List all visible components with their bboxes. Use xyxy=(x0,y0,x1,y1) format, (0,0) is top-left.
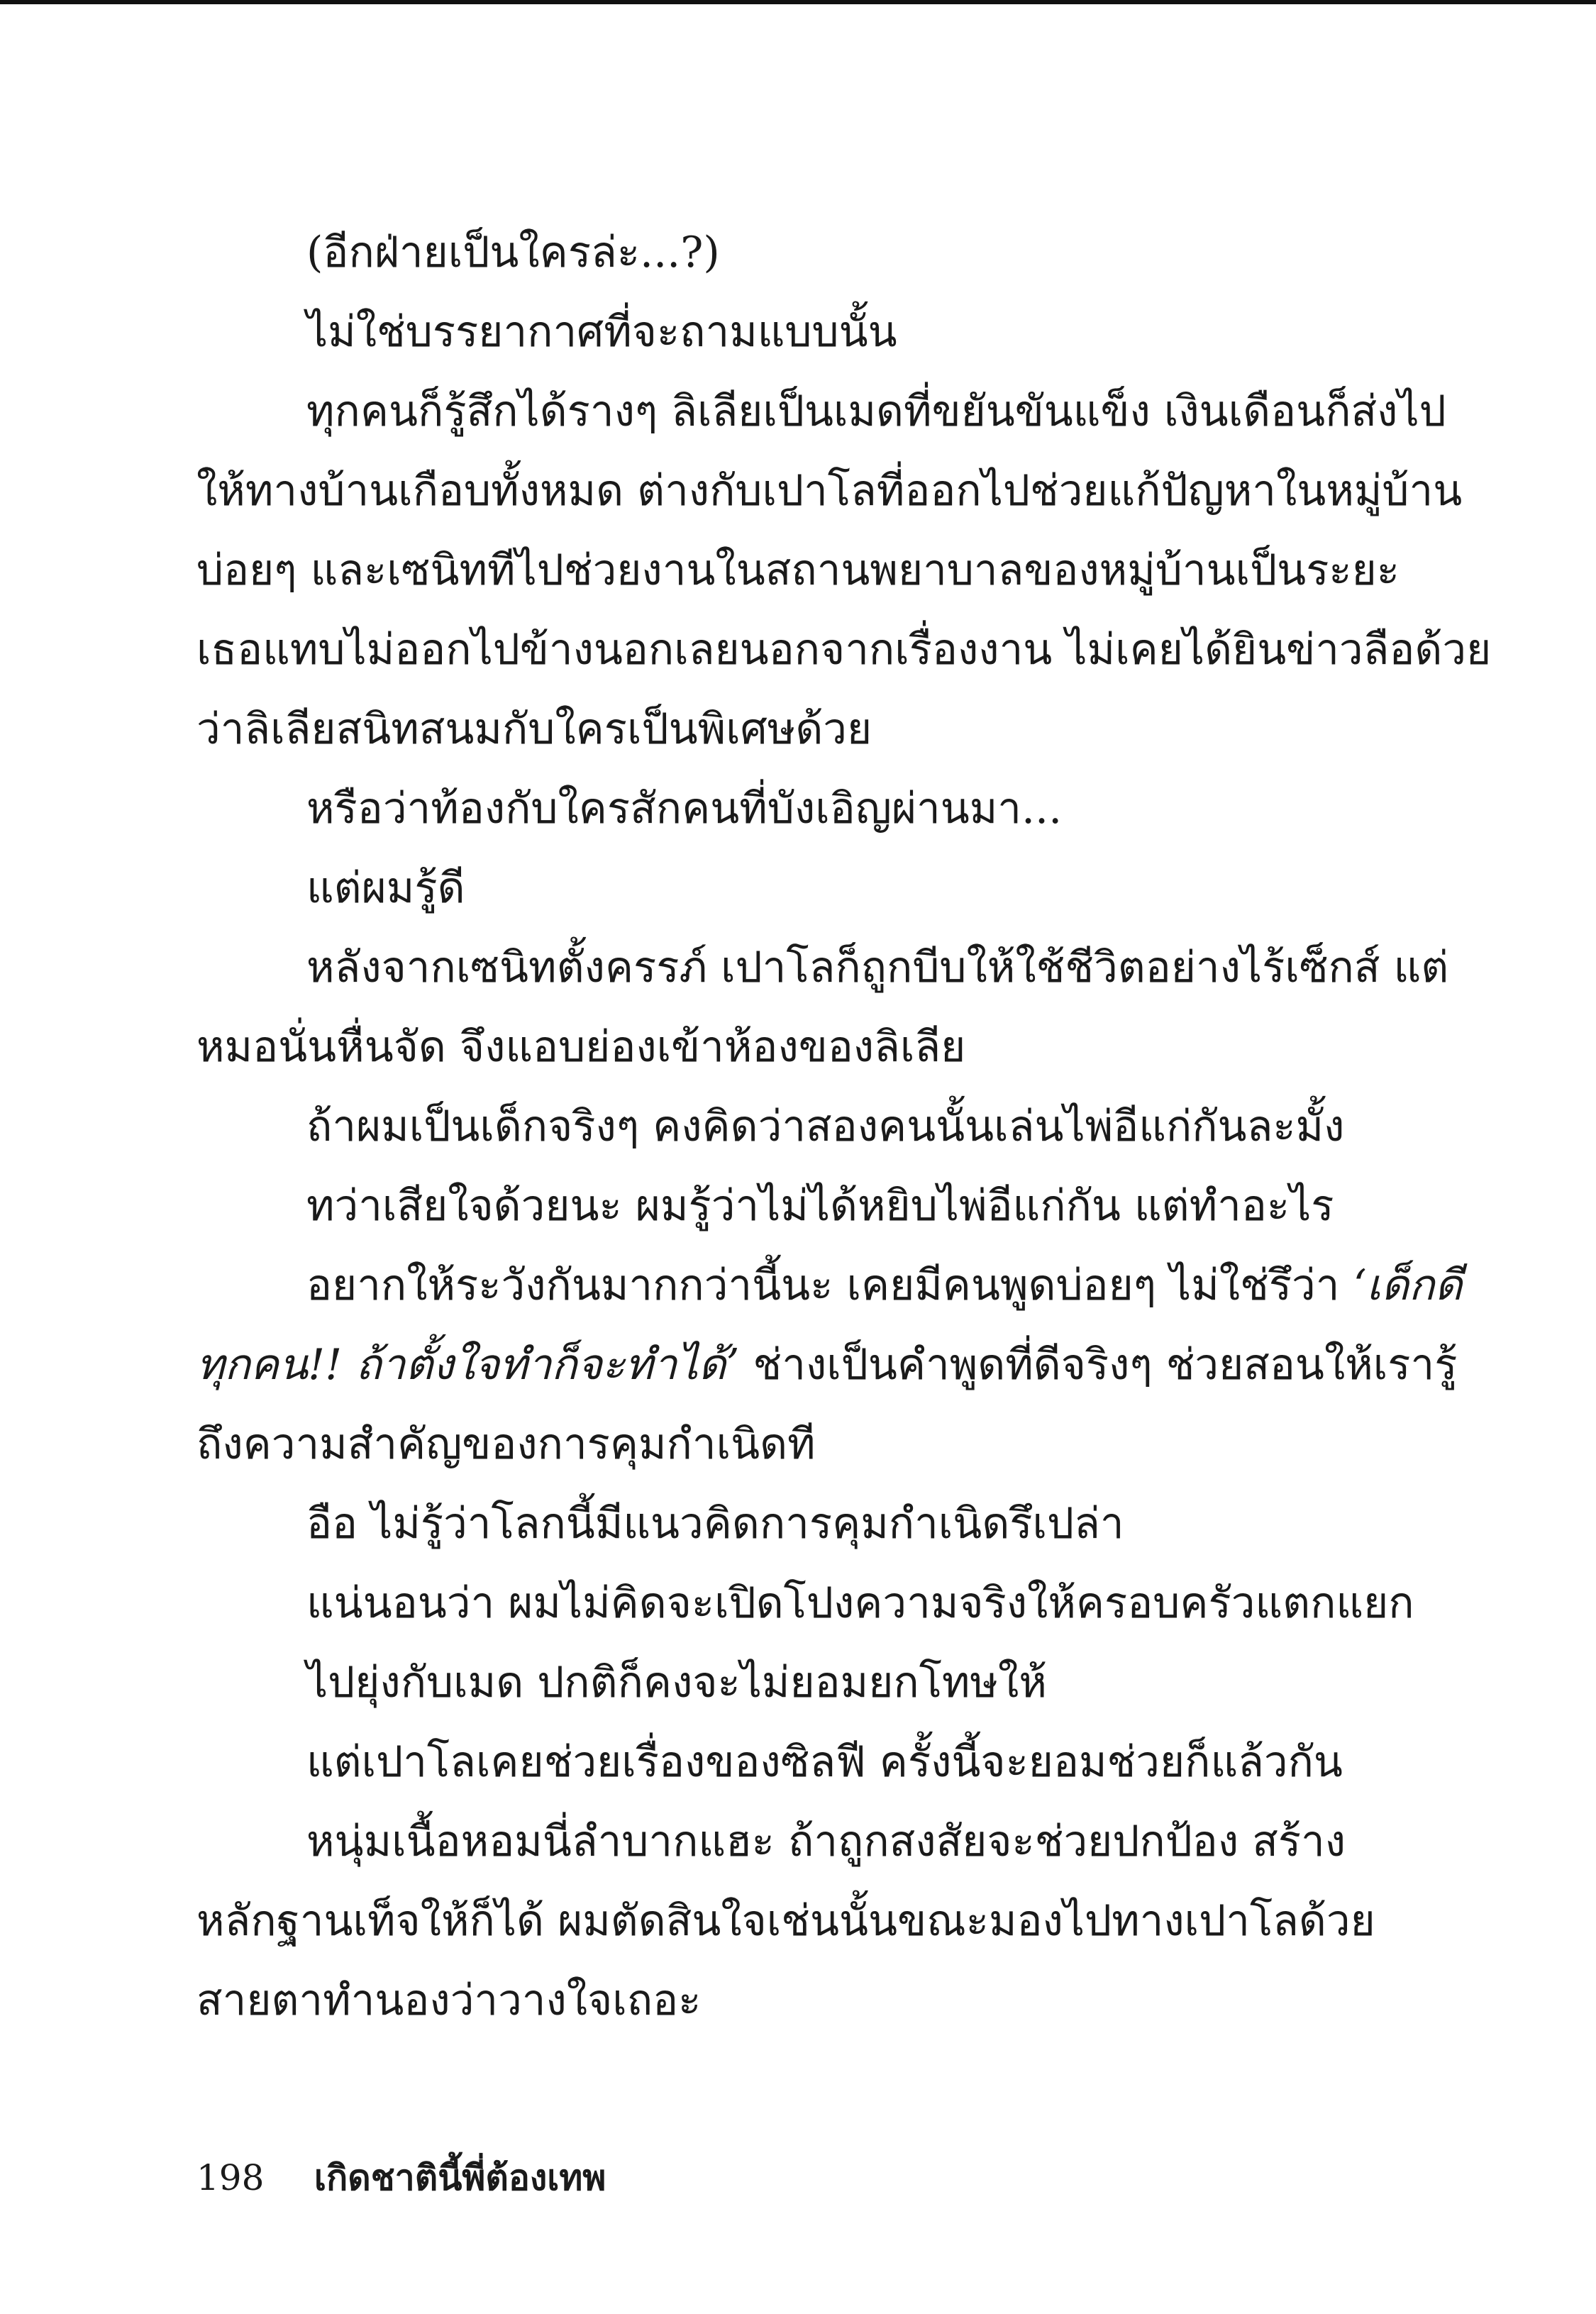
text-line: ถึงความสำคัญของการคุมกำเนิดที xyxy=(196,1419,816,1469)
text-line: หมอนั่นหื่นจัด จึงแอบย่องเข้าห้องของลิเลีย xyxy=(196,1022,966,1072)
text-line: แน่นอนว่า ผมไม่คิดจะเปิดโปงความจริงให้ครอบครัวแตกแยก xyxy=(306,1578,1414,1628)
text-line: อือ ไม่รู้ว่าโลกนี้มีแนวคิดการคุมกำเนิดรึเปล่า xyxy=(306,1499,1124,1549)
text-line: แต่ผมรู้ดี xyxy=(306,863,465,913)
text-line: ไปยุ่งกับเมด ปกติก็คงจะไม่ยอมยกโทษให้ xyxy=(306,1658,1047,1707)
text-line: หนุ่มเนื้อหอมนี่ลำบากแฮะ ถ้าถูกสงสัยจะช่วยปกป้อง สร้าง xyxy=(306,1817,1346,1866)
text-line: สายตาทำนองว่าวางใจเถอะ xyxy=(196,1976,702,2025)
text-line: แต่เปาโลเคยช่วยเรื่องของซิลฟี ครั้งนี้จะยอมช่วยก็แล้วกัน xyxy=(306,1737,1343,1787)
page-footer xyxy=(196,2149,606,2206)
text-line: บ่อยๆ และเซนิททีไปช่วยงานในสถานพยาบาลของหมู่บ้านเป็นระยะ xyxy=(196,546,1400,595)
quote-line-2 xyxy=(196,1325,1458,1405)
text-line: ให้ทางบ้านเกือบทั้งหมด ต่างกับเปาโลที่ออกไปช่วยแก้ปัญหาในหมู่บ้าน xyxy=(196,466,1463,516)
page-body xyxy=(196,213,1492,2040)
text-line: เธอแทบไม่ออกไปข้างนอกเลยนอกจากเรื่องงาน ไม่เคยได้ยินข่าวลือด้วย xyxy=(196,625,1492,675)
page-number: 198 xyxy=(196,2157,265,2198)
quote-plain-text: อยากให้ระวังกันมากกว่านี้นะ เคยมีคนพูดบ่อยๆ ไม่ใช่รึว่า xyxy=(306,1261,1353,1310)
top-border-rule xyxy=(0,0,1596,4)
text-line: หรือว่าท้องกับใครสักคนที่บังเอิญผ่านมา... xyxy=(306,784,1063,834)
text-line: ไม่ใช่บรรยากาศที่จะถามแบบนั้น xyxy=(306,307,897,357)
text-line: ว่าลิเลียสนิทสนมกับใครเป็นพิเศษด้วย xyxy=(196,704,872,754)
quote-italic-text: ทุกคน!! ถ้าตั้งใจทำก็จะทำได้’ xyxy=(196,1340,740,1390)
book-title: เกิดชาตินี้พี่ต้องเทพ xyxy=(314,2157,606,2198)
text-line: ทว่าเสียใจด้วยนะ ผมรู้ว่าไม่ได้หยิบไพ่อีแก่กัน แต่ทำอะไร xyxy=(306,1181,1334,1231)
text-line: (อีกฝ่ายเป็นใครล่ะ...?) xyxy=(306,228,720,277)
quote-italic-text: ‘เด็กดี xyxy=(1353,1261,1463,1310)
quote-line-1 xyxy=(196,1246,1463,1325)
text-line: หลังจากเซนิทตั้งครรภ์ เปาโลก็ถูกบีบให้ใช้ชีวิตอย่างไร้เซ็กส์ แต่ xyxy=(306,943,1449,992)
text-line: ทุกคนก็รู้สึกได้รางๆ ลิเลียเป็นเมดที่ขยันขันแข็ง เงินเดือนก็ส่งไป xyxy=(306,387,1446,436)
quote-plain-text: ช่างเป็นคำพูดที่ดีจริงๆ ช่วยสอนให้เรารู้ xyxy=(739,1340,1458,1390)
text-line: หลักฐานเท็จให้ก็ได้ ผมตัดสินใจเช่นนั้นขณะมองไปทางเปาโลด้วย xyxy=(196,1896,1375,1946)
text-line: ถ้าผมเป็นเด็กจริงๆ คงคิดว่าสองคนนั้นเล่นไพ่อีแก่กันละมั้ง xyxy=(306,1102,1345,1151)
